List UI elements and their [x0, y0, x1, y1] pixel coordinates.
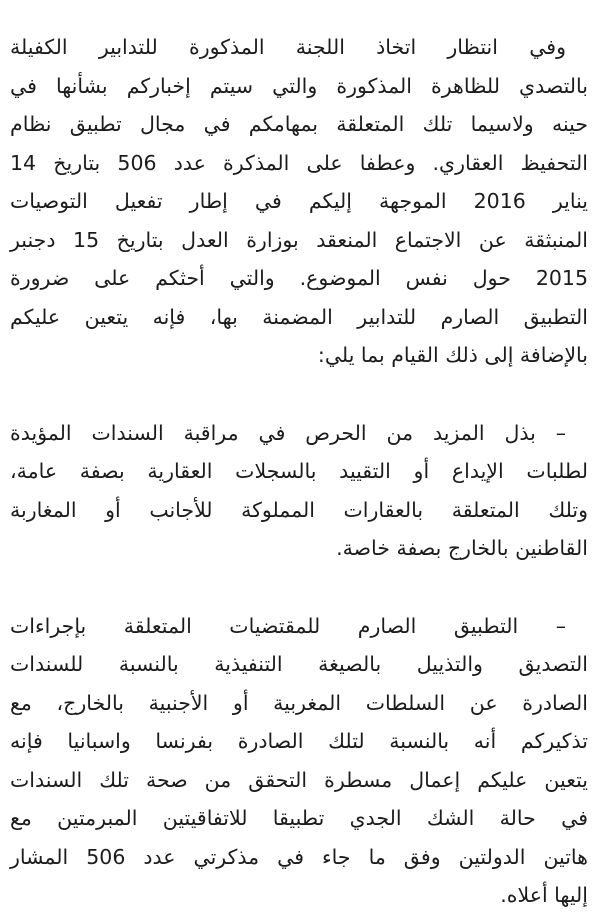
- paragraph-spacer: [10, 375, 588, 414]
- text-line: – التطبيق الصارم للمقتضيات المتعلقة بإجراءات: [10, 613, 566, 638]
- text-line: 2015 حول نفس الموضوع. والتي أحثكم على ضرورة: [10, 266, 588, 290]
- text-line: في حالة الشك الجدي تطبيقا للاتفاقيتين المبرمتين مع: [10, 806, 588, 830]
- paragraph-spacer: [10, 568, 588, 607]
- text-line: هاتين الدولتين وفق ما جاء في مذكرتي عدد 506 المشار: [10, 844, 588, 869]
- text-line: التطبيق الصارم للتدابير المضمنة بها، فإنه يتعين عليكم: [10, 304, 588, 329]
- text-line: المنبثقة عن الاجتماع المنعقد بوزارة العدل بتاريخ 15 دجنبر: [10, 227, 588, 252]
- text-line: يتعين عليكم إعمال مسطرة التحقق من صحة تلك السندات: [10, 767, 588, 792]
- text-line: القاطنين بالخارج بصفة خاصة.: [336, 536, 588, 560]
- text-line: وفي انتظار اتخاذ اللجنة المذكورة للتدابير الكفيلة: [10, 35, 566, 59]
- text-line: – بذل المزيد من الحرص في مراقبة السندات المؤيدة: [10, 420, 566, 445]
- text-line: بالإضافة إلى ذلك القيام بما يلي:: [317, 343, 588, 367]
- text-line: لطلبات الإيداع أو التقييد بالسجلات العقارية بصفة عامة،: [10, 459, 588, 483]
- text-line: بالتصدي للظاهرة المذكورة والتي سيتم إخباركم بشأنها في: [10, 73, 588, 98]
- text-line: التصديق والتذييل بالصيغة التنفيذية بالنسبة للسندات: [10, 652, 588, 676]
- text-line: يناير 2016 الموجهة إليكم في إطار تفعيل التوصيات: [10, 189, 589, 213]
- paragraph-item-1: [10, 414, 588, 568]
- text-line: وتلك المتعلقة بالعقارات المملوكة للأجانب أو المغاربة: [10, 497, 588, 522]
- text-line: حينه ولاسيما تلك المتعلقة بمهامكم في مجال تطبيق نظام: [10, 112, 588, 136]
- paragraph-item-2: [10, 607, 588, 915]
- text-line: إليها أعلاه.: [500, 883, 588, 907]
- text-line: تذكيركم أنه بالنسبة لتلك الصادرة بفرنسا واسبانيا فإنه: [10, 729, 588, 753]
- paragraph-intro: [10, 28, 588, 375]
- text-line: الصادرة عن السلطات المغربية أو الأجنبية بالخارج، مع: [10, 690, 588, 715]
- text-line: التحفيظ العقاري. وعطفا على المذكرة عدد 506 بتاريخ 14: [10, 150, 588, 175]
